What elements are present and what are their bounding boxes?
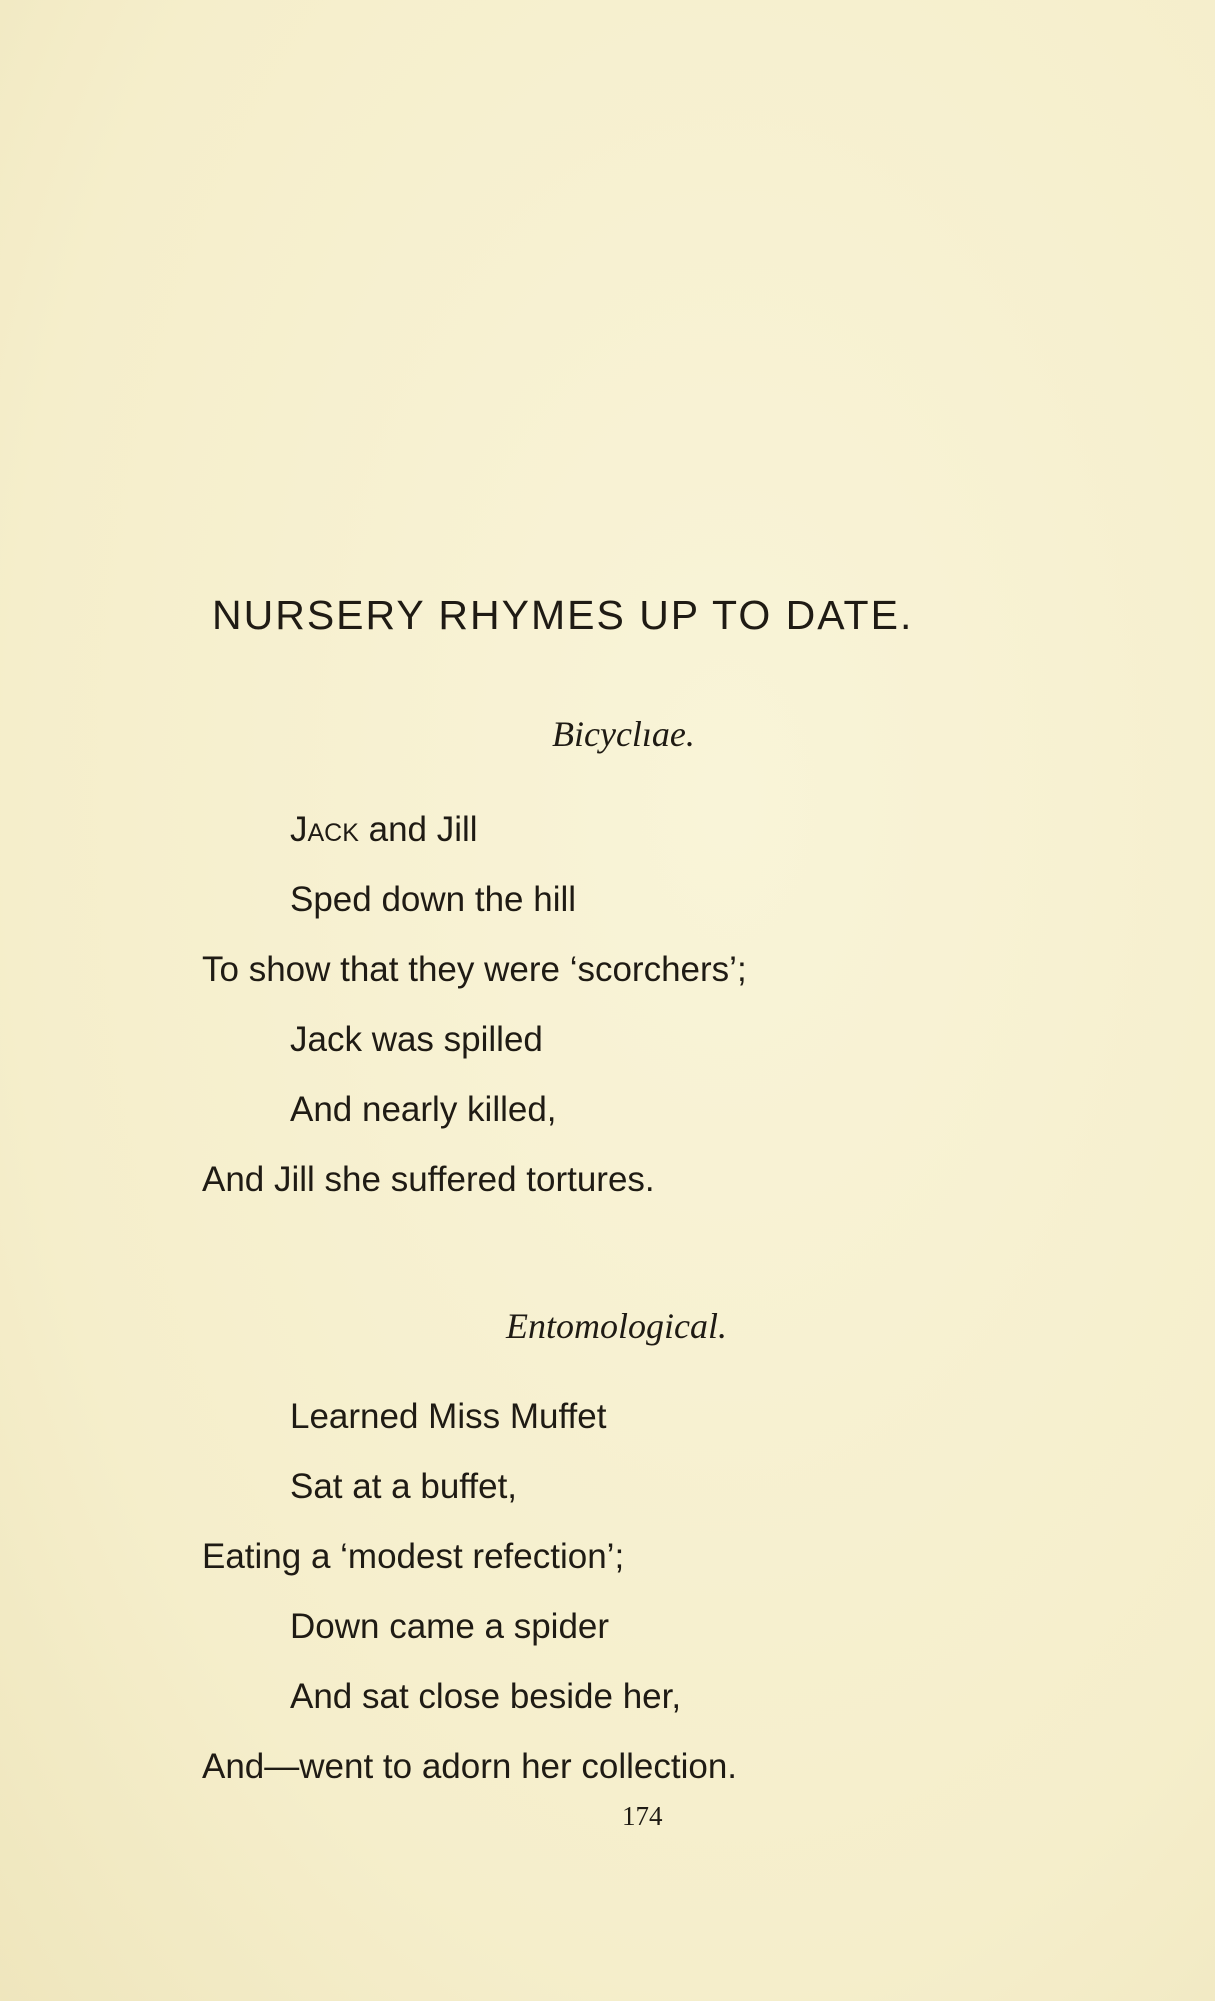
poem-line: Learned Miss Muffet [290, 1397, 607, 1436]
poem-line: Sped down the hill [290, 880, 577, 919]
page-number: 174 [622, 1801, 663, 1831]
poem-line [290, 810, 478, 850]
poem-heading-entomological: Entomological. [506, 1306, 727, 1346]
poem-line: And nearly killed, [290, 1090, 557, 1129]
poem-line: And—went to adorn her collection. [202, 1747, 738, 1786]
poem-line: Sat at a buffet, [290, 1467, 518, 1506]
page-title: NURSERY RHYMES UP TO DATE. [212, 592, 914, 638]
poem-heading-bicyclae: Bicyclıae. [552, 714, 695, 754]
poem-line: Down came a spider [290, 1607, 610, 1646]
poem-line: Jack was spilled [290, 1020, 543, 1059]
poem-line: To show that they were ‘scorchers’; [202, 950, 747, 989]
poem-line: And sat close beside her, [290, 1677, 682, 1716]
poem-line: And Jill she suffered tortures. [202, 1160, 655, 1199]
poem-line-rest: and Jill [358, 810, 478, 849]
poem-line: Eating a ‘modest refection’; [202, 1537, 625, 1576]
poem-line-lead: Jack [290, 810, 359, 849]
